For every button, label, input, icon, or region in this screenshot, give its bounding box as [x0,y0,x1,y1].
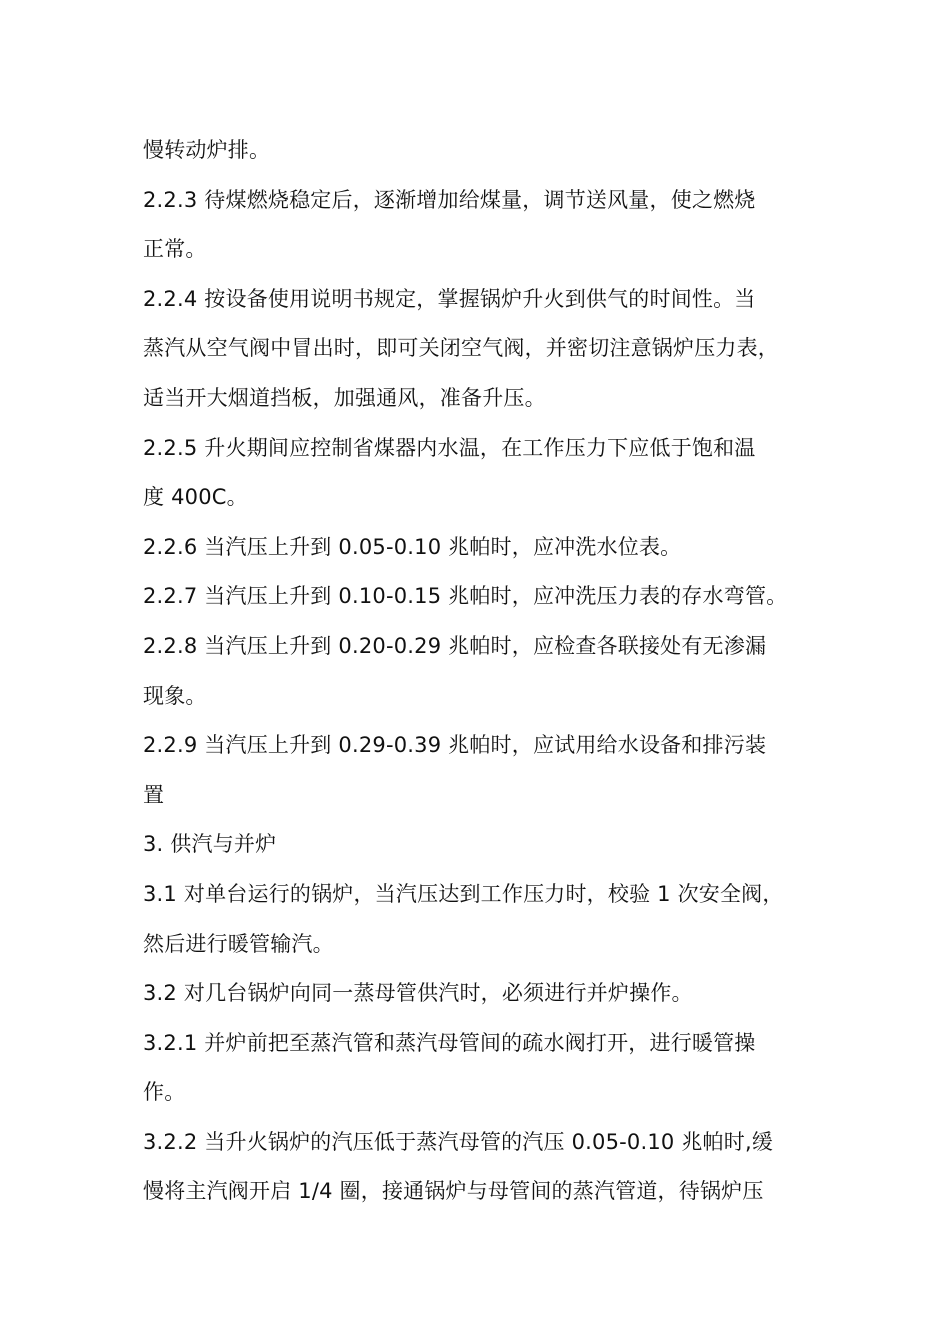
text-line: 现象。 [143,683,207,708]
text-line: 置 [143,782,165,807]
text-line: 3.1 对单台运行的锅炉，当汽压达到工作压力时，校验 1 次安全阀， [143,881,784,906]
text-line: 适当开大烟道挡板，加强通风，准备升压。 [143,385,546,410]
text-line: 2.2.4 按设备使用说明书规定，掌握锅炉升火到供气的时间性。当 [143,286,756,311]
text-line: 2.2.5 升火期间应控制省煤器内水温，在工作压力下应低于饱和温 [143,435,756,460]
text-line: 然后进行暖管输汽。 [143,931,334,956]
document-body [143,126,813,1217]
text-line: 作。 [143,1080,186,1105]
text-line: 慢转动炉排。 [143,138,271,162]
text-line: 慢将主汽阀开启 1/4 圈，接通锅炉与母管间的蒸汽管道，待锅炉压 [143,1179,764,1204]
text-line: 3.2 对几台锅炉向同一蒸母管供汽时，必须进行并炉操作。 [143,981,693,1006]
text-line: 2.2.6 当汽压上升到 0.05-0.10 兆帕时，应冲洗水位表。 [143,534,682,559]
text-line: 2.2.8 当汽压上升到 0.20-0.29 兆帕时，应检查各联接处有无渗漏 [143,633,767,658]
text-line: 3.2.1 并炉前把至蒸汽管和蒸汽母管间的疏水阀打开，进行暖管操 [143,1030,756,1055]
text-line: 2.2.3 待煤燃烧稳定后，逐渐增加给煤量，调节送风量，使之燃烧 [143,187,756,212]
text-line: 3.2.2 当升火锅炉的汽压低于蒸汽母管的汽压 0.05-0.10 兆帕时,缓 [143,1129,774,1154]
section-heading: 3. 供汽与并炉 [143,832,277,857]
text-line: 度 400C。 [143,485,248,510]
text-line: 蒸汽从空气阀中冒出时，即可关闭空气阀，并密切注意锅炉压力表， [143,336,779,361]
text-line: 正常。 [143,237,207,262]
text-line: 2.2.7 当汽压上升到 0.10-0.15 兆帕时，应冲洗压力表的存水弯管。 [143,584,788,609]
text-line: 2.2.9 当汽压上升到 0.29-0.39 兆帕时，应试用给水设备和排污装 [143,733,767,758]
